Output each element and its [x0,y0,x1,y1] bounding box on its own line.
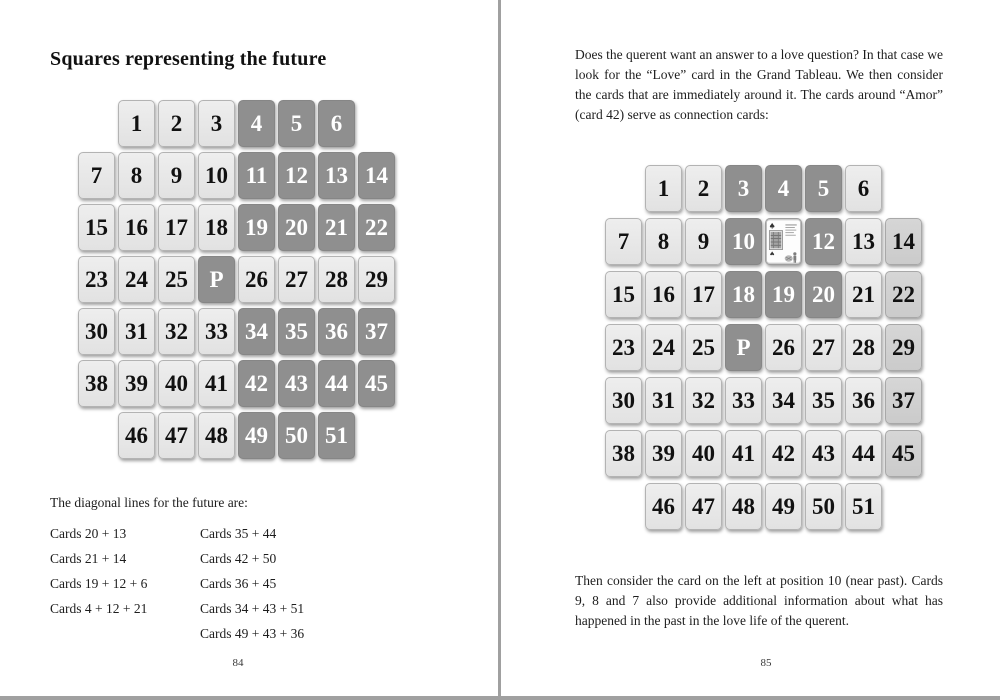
diagonal-list-col1 [50,521,200,646]
card-50: 50 [805,483,842,530]
diagonal-lines-list [50,494,430,646]
card-7: 7 [605,218,642,265]
card-51: 51 [318,412,355,459]
diagonal-line-item: Cards 4 + 12 + 21 [50,601,148,616]
page-right [500,0,1000,700]
card-10: 10 [725,218,762,265]
paragraph-bottom: Then consider the card on the left at position 10 (near past). Cards 9, 8 and 7 also provide additional information about what has happened in the past in the love life of the querent. [575,573,943,628]
card-26: 26 [765,324,802,371]
card-40: 40 [685,430,722,477]
card-31: 31 [118,308,155,355]
card-2: 2 [158,100,195,147]
card-row [605,430,922,477]
diagonal-line-item: Cards 19 + 12 + 6 [50,576,148,591]
card-2: 2 [685,165,722,212]
card-27: 27 [805,324,842,371]
diagonal-line-item: Cards 49 + 43 + 36 [200,626,305,641]
card-19: 19 [238,204,275,251]
diagonal-list-col2 [200,521,430,646]
card-5: 5 [805,165,842,212]
diagonal-line-item: Cards 20 + 13 [50,526,127,541]
card-37: 37 [885,377,922,424]
card-49: 49 [765,483,802,530]
card-39: 39 [645,430,682,477]
card-33: 33 [198,308,235,355]
diagonal-line-item: Cards 21 + 14 [50,551,127,566]
page-number-left: 84 [232,657,244,669]
card-1: 1 [645,165,682,212]
diagonal-list-intro: The diagonal lines for the future are: [50,495,248,510]
card-14: 14 [885,218,922,265]
card-33: 33 [725,377,762,424]
card-40: 40 [158,360,195,407]
page-title: Squares representing the future [50,48,327,70]
card-8: 8 [118,152,155,199]
amor-card [765,218,802,265]
card-18: 18 [725,271,762,318]
card-41: 41 [198,360,235,407]
card-44: 44 [318,360,355,407]
card-P: P [198,256,235,303]
card-24: 24 [645,324,682,371]
card-48: 48 [725,483,762,530]
card-12: 12 [805,218,842,265]
card-row [78,308,395,355]
paragraph-top: Does the querent want an answer to a love question? In that case we look for the “Love” card in the Grand Tableau. We then consider the cards that are immediately around it. The cards around “Amor” (card 42) serve as connection cards: [575,47,943,122]
card-21: 21 [318,204,355,251]
card-20: 20 [805,271,842,318]
card-37: 37 [358,308,395,355]
card-10: 10 [198,152,235,199]
card-28: 28 [845,324,882,371]
card-15: 15 [605,271,642,318]
card-row [78,152,395,199]
card-47: 47 [158,412,195,459]
card-21: 21 [845,271,882,318]
card-16: 16 [118,204,155,251]
card-9: 9 [685,218,722,265]
card-11: 11 [238,152,275,199]
card-7: 7 [78,152,115,199]
card-16: 16 [645,271,682,318]
card-3: 3 [198,100,235,147]
card-row [605,483,922,530]
card-row [78,100,395,147]
card-43: 43 [278,360,315,407]
card-43: 43 [805,430,842,477]
card-row [605,271,922,318]
card-20: 20 [278,204,315,251]
card-45: 45 [358,360,395,407]
card-38: 38 [78,360,115,407]
card-48: 48 [198,412,235,459]
card-28: 28 [318,256,355,303]
card-row [605,324,922,371]
card-14: 14 [358,152,395,199]
card-1: 1 [118,100,155,147]
card-47: 47 [685,483,722,530]
card-row [78,360,395,407]
card-24: 24 [118,256,155,303]
card-29: 29 [885,324,922,371]
card-44: 44 [845,430,882,477]
card-row [605,218,922,265]
diagonal-line-item: Cards 35 + 44 [200,526,277,541]
card-22: 22 [358,204,395,251]
card-32: 32 [685,377,722,424]
card-50: 50 [278,412,315,459]
card-12: 12 [278,152,315,199]
card-25: 25 [685,324,722,371]
card-3: 3 [725,165,762,212]
card-42: 42 [238,360,275,407]
card-4: 4 [765,165,802,212]
card-42: 42 [765,430,802,477]
card-P: P [725,324,762,371]
card-46: 46 [118,412,155,459]
card-39: 39 [118,360,155,407]
card-row [605,165,922,212]
love-connection-grid [605,165,922,536]
card-26: 26 [238,256,275,303]
card-25: 25 [158,256,195,303]
card-row [78,256,395,303]
card-30: 30 [78,308,115,355]
card-46: 46 [645,483,682,530]
diagonal-line-item: Cards 42 + 50 [200,551,277,566]
card-17: 17 [685,271,722,318]
card-15: 15 [78,204,115,251]
card-51: 51 [845,483,882,530]
card-6: 6 [845,165,882,212]
card-row [605,377,922,424]
card-17: 17 [158,204,195,251]
card-row [78,204,395,251]
card-4: 4 [238,100,275,147]
diagonal-line-item: Cards 36 + 45 [200,576,277,591]
bottom-border [0,696,1000,700]
card-22: 22 [885,271,922,318]
card-41: 41 [725,430,762,477]
card-35: 35 [805,377,842,424]
card-5: 5 [278,100,315,147]
card-30: 30 [605,377,642,424]
card-31: 31 [645,377,682,424]
card-29: 29 [358,256,395,303]
card-38: 38 [605,430,642,477]
card-34: 34 [238,308,275,355]
card-8: 8 [645,218,682,265]
card-23: 23 [605,324,642,371]
card-35: 35 [278,308,315,355]
card-13: 13 [318,152,355,199]
card-36: 36 [845,377,882,424]
card-18: 18 [198,204,235,251]
card-23: 23 [78,256,115,303]
diagonal-line-item: Cards 34 + 43 + 51 [200,601,305,616]
card-32: 32 [158,308,195,355]
card-row [78,412,395,459]
amor-card-image [766,219,801,264]
page-number-right: 85 [760,657,772,669]
card-6: 6 [318,100,355,147]
card-19: 19 [765,271,802,318]
future-squares-grid [78,100,395,464]
card-34: 34 [765,377,802,424]
card-36: 36 [318,308,355,355]
card-45: 45 [885,430,922,477]
card-49: 49 [238,412,275,459]
card-9: 9 [158,152,195,199]
card-13: 13 [845,218,882,265]
card-27: 27 [278,256,315,303]
